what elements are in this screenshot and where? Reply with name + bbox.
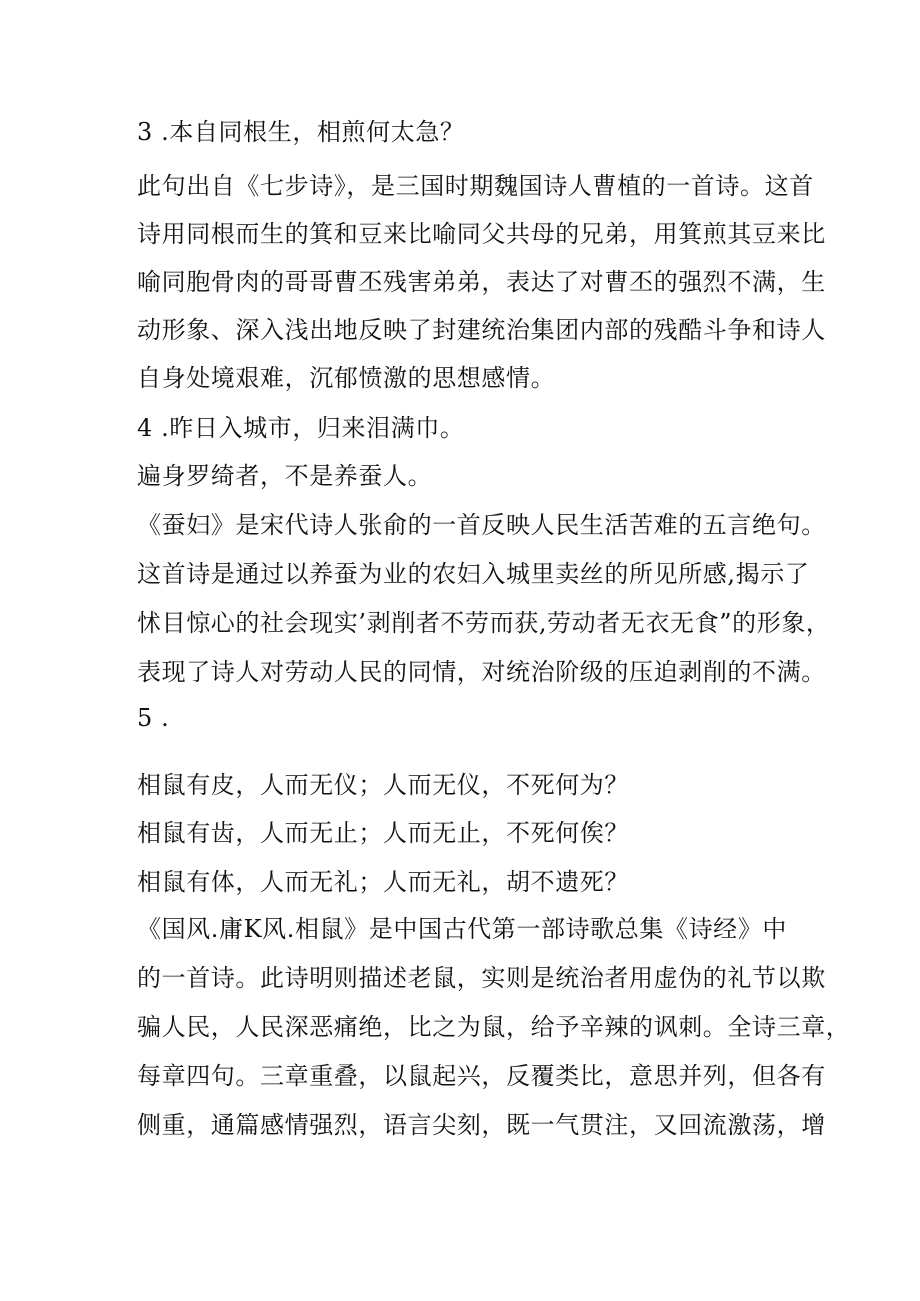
poem-line: 相鼠有齿，人而无止；人而无止，不死何俟？ — [137, 819, 629, 847]
poem-line: 相鼠有皮，人而无仪；人而无仪，不死何为？ — [137, 771, 629, 799]
paragraph-line: 自身处境艰难，沉郁愤激的思想感情。 — [137, 364, 556, 392]
paragraph-line: 《国风.庸K风.相鼠》是中国古代第一部诗歌总集《诗经》中 — [137, 915, 787, 943]
paragraph-line: 的一首诗。此诗明则描述老鼠，实则是统治者用虚伪的礼节以欺 — [137, 964, 826, 992]
poem-line: 遍身罗绮者，不是养蚕人。 — [137, 462, 433, 490]
paragraph-line: 表现了诗人对劳动人民的同情，对统治阶级的压迫剥削的不满。 — [137, 658, 826, 686]
paragraph-line: 诗用同根而生的箕和豆来比喻同父共母的兄弟，用箕煎其豆来比 — [137, 220, 826, 248]
paragraph-line: 动形象、深入浅出地反映了封建统治集团内部的残酷斗争和诗人 — [137, 316, 826, 344]
paragraph-line: 喻同胞骨肉的哥哥曹丕残害弟弟，表达了对曹丕的强烈不满，生 — [137, 268, 826, 296]
heading-item-3: 3 .本自同根生，相煎何太急？ — [137, 118, 465, 146]
paragraph-line: 《蚕妇》是宋代诗人张俞的一首反映人民生活苦难的五言绝句。 — [137, 511, 826, 539]
poem-line: 相鼠有体，人而无礼；人而无礼，胡不遗死？ — [137, 868, 629, 896]
paragraph-line: 怵目惊心的社会现实’剥削者不劳而获,劳动者无衣无食”的形象， — [137, 609, 831, 637]
heading-item-5: 5 . — [137, 704, 170, 732]
paragraph-line: 侧重，通篇感情强烈，语言尖刻，既一气贯注，又回流激荡，增 — [137, 1111, 826, 1139]
heading-item-4: 4 .昨日入城市，归来泪满巾。 — [137, 414, 465, 442]
paragraph-line: 每章四句。三章重叠，以鼠起兴，反覆类比，意思并列，但各有 — [137, 1062, 826, 1090]
paragraph-line: 此句出自《七步诗》，是三国时期魏国诗人曹植的一首诗。这首 — [137, 172, 814, 200]
paragraph-line: 这首诗是通过以养蚕为业的农妇入城里卖丝的所见所感,揭示了 — [137, 560, 810, 588]
paragraph-line: 骗人民，人民深恶痛绝，比之为鼠，给予辛辣的讽刺。全诗三章， — [137, 1013, 851, 1041]
